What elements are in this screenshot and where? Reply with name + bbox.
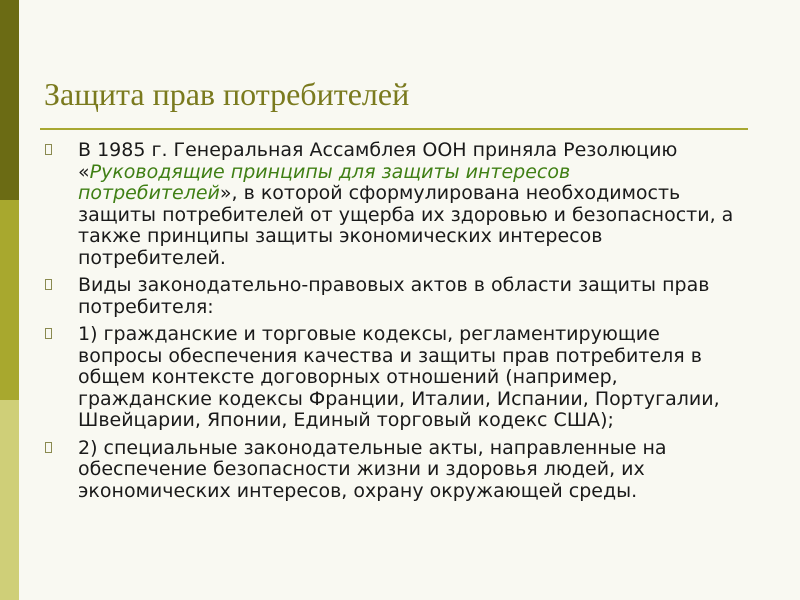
bullet-square-icon xyxy=(45,442,52,453)
resolution-title: Руководящие принципы для защиты интересов потребителей xyxy=(78,160,571,204)
bullet-item-special-acts xyxy=(45,438,735,503)
side-band-light xyxy=(0,400,19,600)
resolution-text-before: В 1985 г. Генеральная Ассамблея ООН приняла Резолюцию « xyxy=(78,139,678,183)
acts-types-text: Виды законодательно-правовых актов в области защиты прав потребителя: xyxy=(78,274,710,318)
bullet-item-acts-types xyxy=(45,275,735,318)
codes-text: 1) гражданские и торговые кодексы, регламентирующие вопросы обеспечения качества и защиты прав потребителя в общем контексте договорных отношений (например, гражданские кодексы Франции, Италии, Испании, Португалии, Швейцарии, Японии, Единый торговый кодекс США); xyxy=(78,323,720,431)
special-acts-text: 2) специальные законодательные акты, направленные на обеспечение безопасности жизни и здоровья людей, их экономических интересов, охрану окружающей среды. xyxy=(78,436,667,502)
side-band-dark xyxy=(0,0,19,200)
bullet-item-resolution xyxy=(45,140,735,269)
bullet-item-codes xyxy=(45,324,735,432)
side-band-mid xyxy=(0,200,19,400)
slide-title: Защита прав потребителей xyxy=(44,76,410,112)
title-divider xyxy=(40,128,748,130)
bullet-square-icon xyxy=(45,279,52,290)
resolution-text-after: », в которой сформулирована необходимость защиты потребителей от ущерба их здоровью и безопасности, а также принципы защиты экономических интересов потребителей. xyxy=(78,182,734,269)
slide-content xyxy=(45,140,735,508)
bullet-square-icon xyxy=(45,328,52,339)
bullet-square-icon xyxy=(45,144,52,155)
